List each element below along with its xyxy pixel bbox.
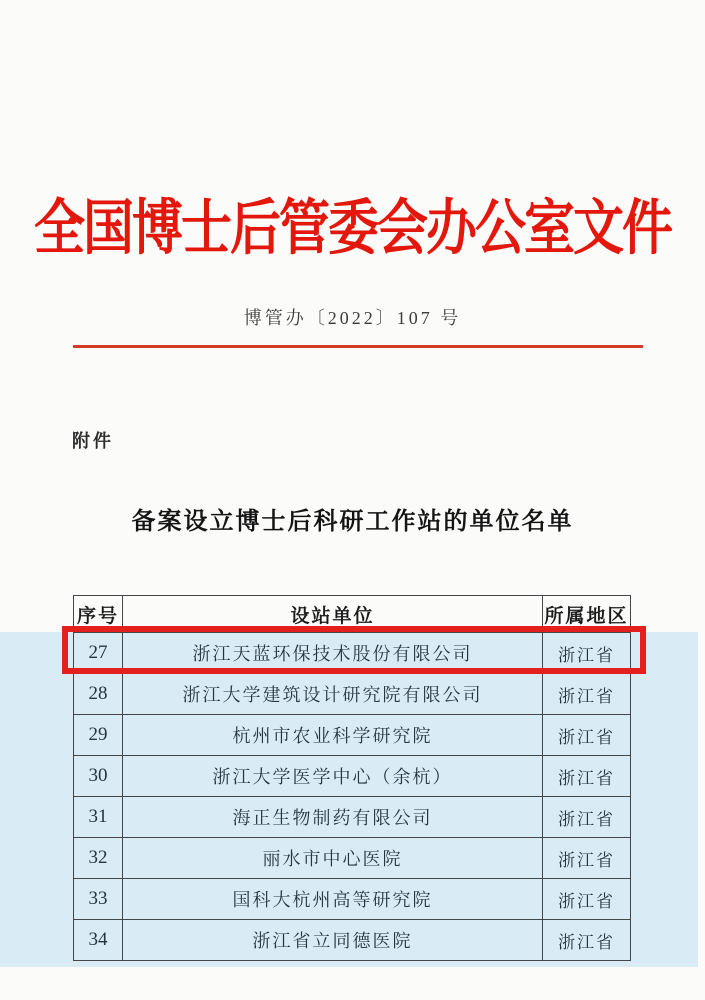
cell-unit-name: 国科大杭州高等研究院 [123,879,543,920]
header-region: 所属地区 [543,596,631,633]
table-row-32 [74,838,631,879]
cell-unit-name: 浙江大学建筑设计研究院有限公司 [123,674,543,715]
cell-region: 浙江省 [543,920,631,961]
table-row-28 [74,674,631,715]
header-serial-number: 序号 [74,596,123,633]
cell-serial-number: 33 [74,879,123,920]
cell-serial-number: 30 [74,756,123,797]
workstation-units-table [73,595,631,961]
cell-serial-number: 27 [74,633,123,674]
table-row-29 [74,715,631,756]
cell-region: 浙江省 [543,838,631,879]
cell-region: 浙江省 [543,674,631,715]
table-row-31 [74,797,631,838]
table-row-33 [74,879,631,920]
cell-serial-number: 29 [74,715,123,756]
cell-unit-name: 浙江天蓝环保技术股份有限公司 [123,633,543,674]
table-title: 备案设立博士后科研工作站的单位名单 [131,509,574,535]
letterhead-divider-rule [73,345,643,348]
table-row-27 [74,633,631,674]
cell-region: 浙江省 [543,797,631,838]
cell-serial-number: 28 [74,674,123,715]
cell-serial-number: 32 [74,838,123,879]
cell-region: 浙江省 [543,756,631,797]
cell-region: 浙江省 [543,633,631,674]
cell-serial-number: 31 [74,797,123,838]
cell-unit-name: 浙江省立同德医院 [123,920,543,961]
cell-unit-name: 杭州市农业科学研究院 [123,715,543,756]
cell-serial-number: 34 [74,920,123,961]
cell-region: 浙江省 [543,879,631,920]
table-row-30 [74,756,631,797]
table-header-row [74,596,631,633]
cell-unit-name: 浙江大学医学中心（余杭） [123,756,543,797]
cell-region: 浙江省 [543,715,631,756]
document-number: 博管办〔2022〕107 号 [243,308,462,328]
header-unit-name: 设站单位 [123,596,543,633]
table-row-34 [74,920,631,961]
cell-unit-name: 丽水市中心医院 [123,838,543,879]
cell-unit-name: 海正生物制药有限公司 [123,797,543,838]
attachment-label: 附件 [72,431,114,451]
document-letterhead-title: 全国博士后管委会办公室文件 [33,196,671,263]
